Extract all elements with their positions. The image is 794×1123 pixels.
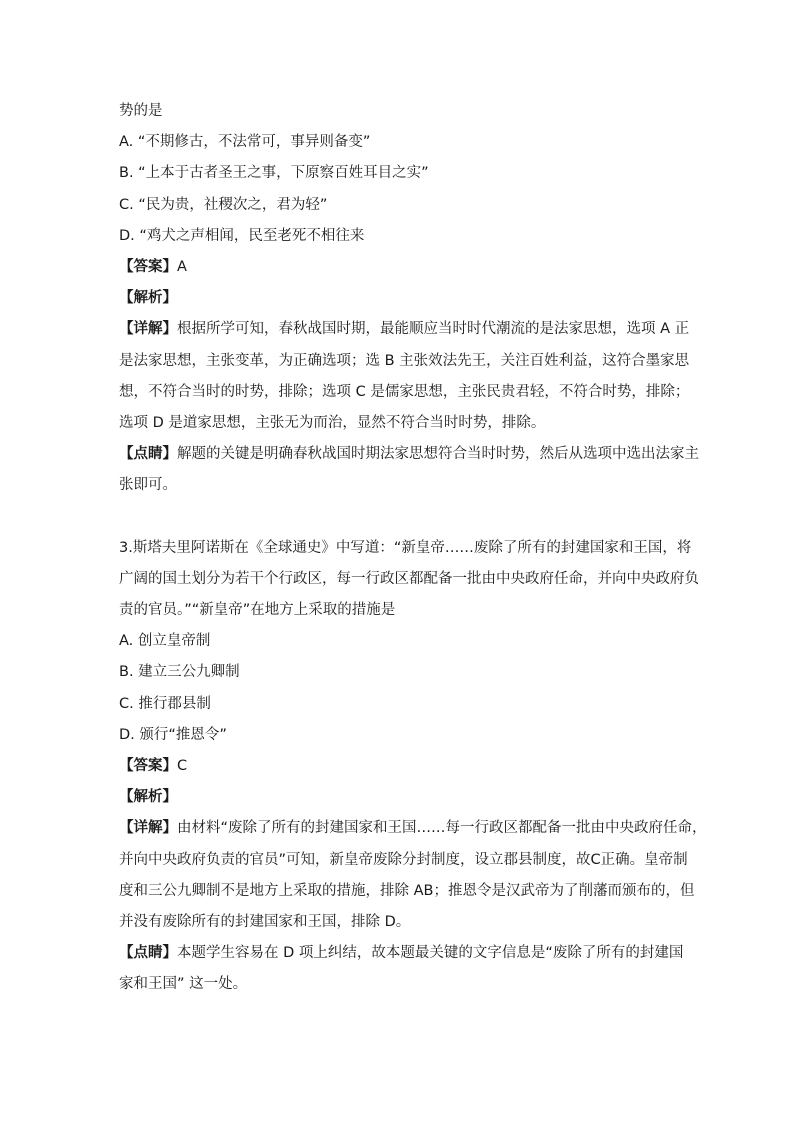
q2-tip-line-2: 张即可。 xyxy=(119,477,177,494)
q3-detail-line-3: 度和三公九卿制不是地方上采取的措施，排除 AB；推恩令是汉武帝为了削藩而颁布的，但 xyxy=(119,882,695,899)
answer-value: C xyxy=(177,758,188,775)
tip-tag: 【点睛】 xyxy=(119,446,177,463)
tip-tag: 【点睛】 xyxy=(119,945,177,962)
detail-text: 由材料“废除了所有的封建国家和王国……每一行政区都配备一批由中央政府任命， xyxy=(177,820,707,837)
q3-tip-line-1 xyxy=(119,938,684,969)
q3-stem-line-2: 广阔的国土划分为若干个行政区，每一行政区都配备一批由中央政府任命，并向中央政府负 xyxy=(119,570,699,587)
q3-option-d: D. 颁行“推恩令” xyxy=(119,726,227,743)
q3-option-b: B. 建立三公九卿制 xyxy=(119,664,240,681)
answer-tag: 【答案】 xyxy=(119,259,177,276)
answer-value: A xyxy=(177,259,187,276)
q2-option-a: A. “不期修古，不法常可，事异则备变” xyxy=(119,134,371,151)
q2-detail-line-2: 是法家思想，主张变革，为正确选项；选 B 主张效法先王，关注百姓利益，这符合墨家思 xyxy=(119,352,690,369)
q2-answer xyxy=(119,252,679,283)
tip-text: 本题学生容易在 D 项上纠结，故本题最关键的文字信息是“废除了所有的封建国 xyxy=(177,945,684,962)
q3-stem-line-1: 3.斯塔夫里阿诺斯在《全球通史》中写道：“新皇帝……废除了所有的封建国家和王国，将 xyxy=(119,539,692,556)
q3-stem-line-3: 责的官员。”“新皇帝”在地方上采取的措施是 xyxy=(119,602,396,619)
q2-analysis-tag: 【解析】 xyxy=(119,290,177,307)
q3-detail-line-1 xyxy=(119,813,707,844)
q2-tip-line-1 xyxy=(119,439,699,470)
q3-tip-line-2: 家和王国” 这一处。 xyxy=(119,976,248,993)
question-spacer xyxy=(119,502,679,533)
q2-detail-line-1 xyxy=(119,314,690,345)
answer-tag: 【答案】 xyxy=(119,758,177,775)
q2-detail-line-4: 选项 D 是道家思想，主张无为而治，显然不符合当时时势，排除。 xyxy=(119,415,546,432)
tip-text: 解题的关键是明确春秋战国时期法家思想符合当时时势，然后从选项中选出法家主 xyxy=(177,446,699,463)
detail-tag: 【详解】 xyxy=(119,820,177,837)
q2-option-c: C. “民为贵，社稷次之，君为轻” xyxy=(119,196,328,213)
q2-option-d: D. “鸡犬之声相闻，民至老死不相往来 xyxy=(119,227,365,244)
q3-answer xyxy=(119,751,679,782)
q2-stem-tail: 势的是 xyxy=(119,103,163,119)
document-page xyxy=(119,96,707,1001)
q3-analysis-tag: 【解析】 xyxy=(119,789,177,806)
q3-option-c: C. 推行郡县制 xyxy=(119,695,211,712)
q3-option-a: A. 创立皇帝制 xyxy=(119,633,211,650)
q2-detail-line-3: 想，不符合当时的时势，排除；选项 C 是儒家思想，主张民贵君轻，不符合时势，排除； xyxy=(119,383,690,400)
q3-detail-line-4: 并没有废除所有的封建国家和王国，排除 D。 xyxy=(119,914,411,931)
q2-option-b: B. “上本于古者圣王之事，下原察百姓耳目之实” xyxy=(119,165,429,182)
detail-text: 根据所学可知，春秋战国时期，最能顺应当时时代潮流的是法家思想，选项 A 正 xyxy=(177,321,690,338)
q3-detail-line-2: 并向中央政府负责的官员”可知，新皇帝废除分封制度，设立郡县制度，故C正确。皇帝制 xyxy=(119,851,688,868)
detail-tag: 【详解】 xyxy=(119,321,177,338)
